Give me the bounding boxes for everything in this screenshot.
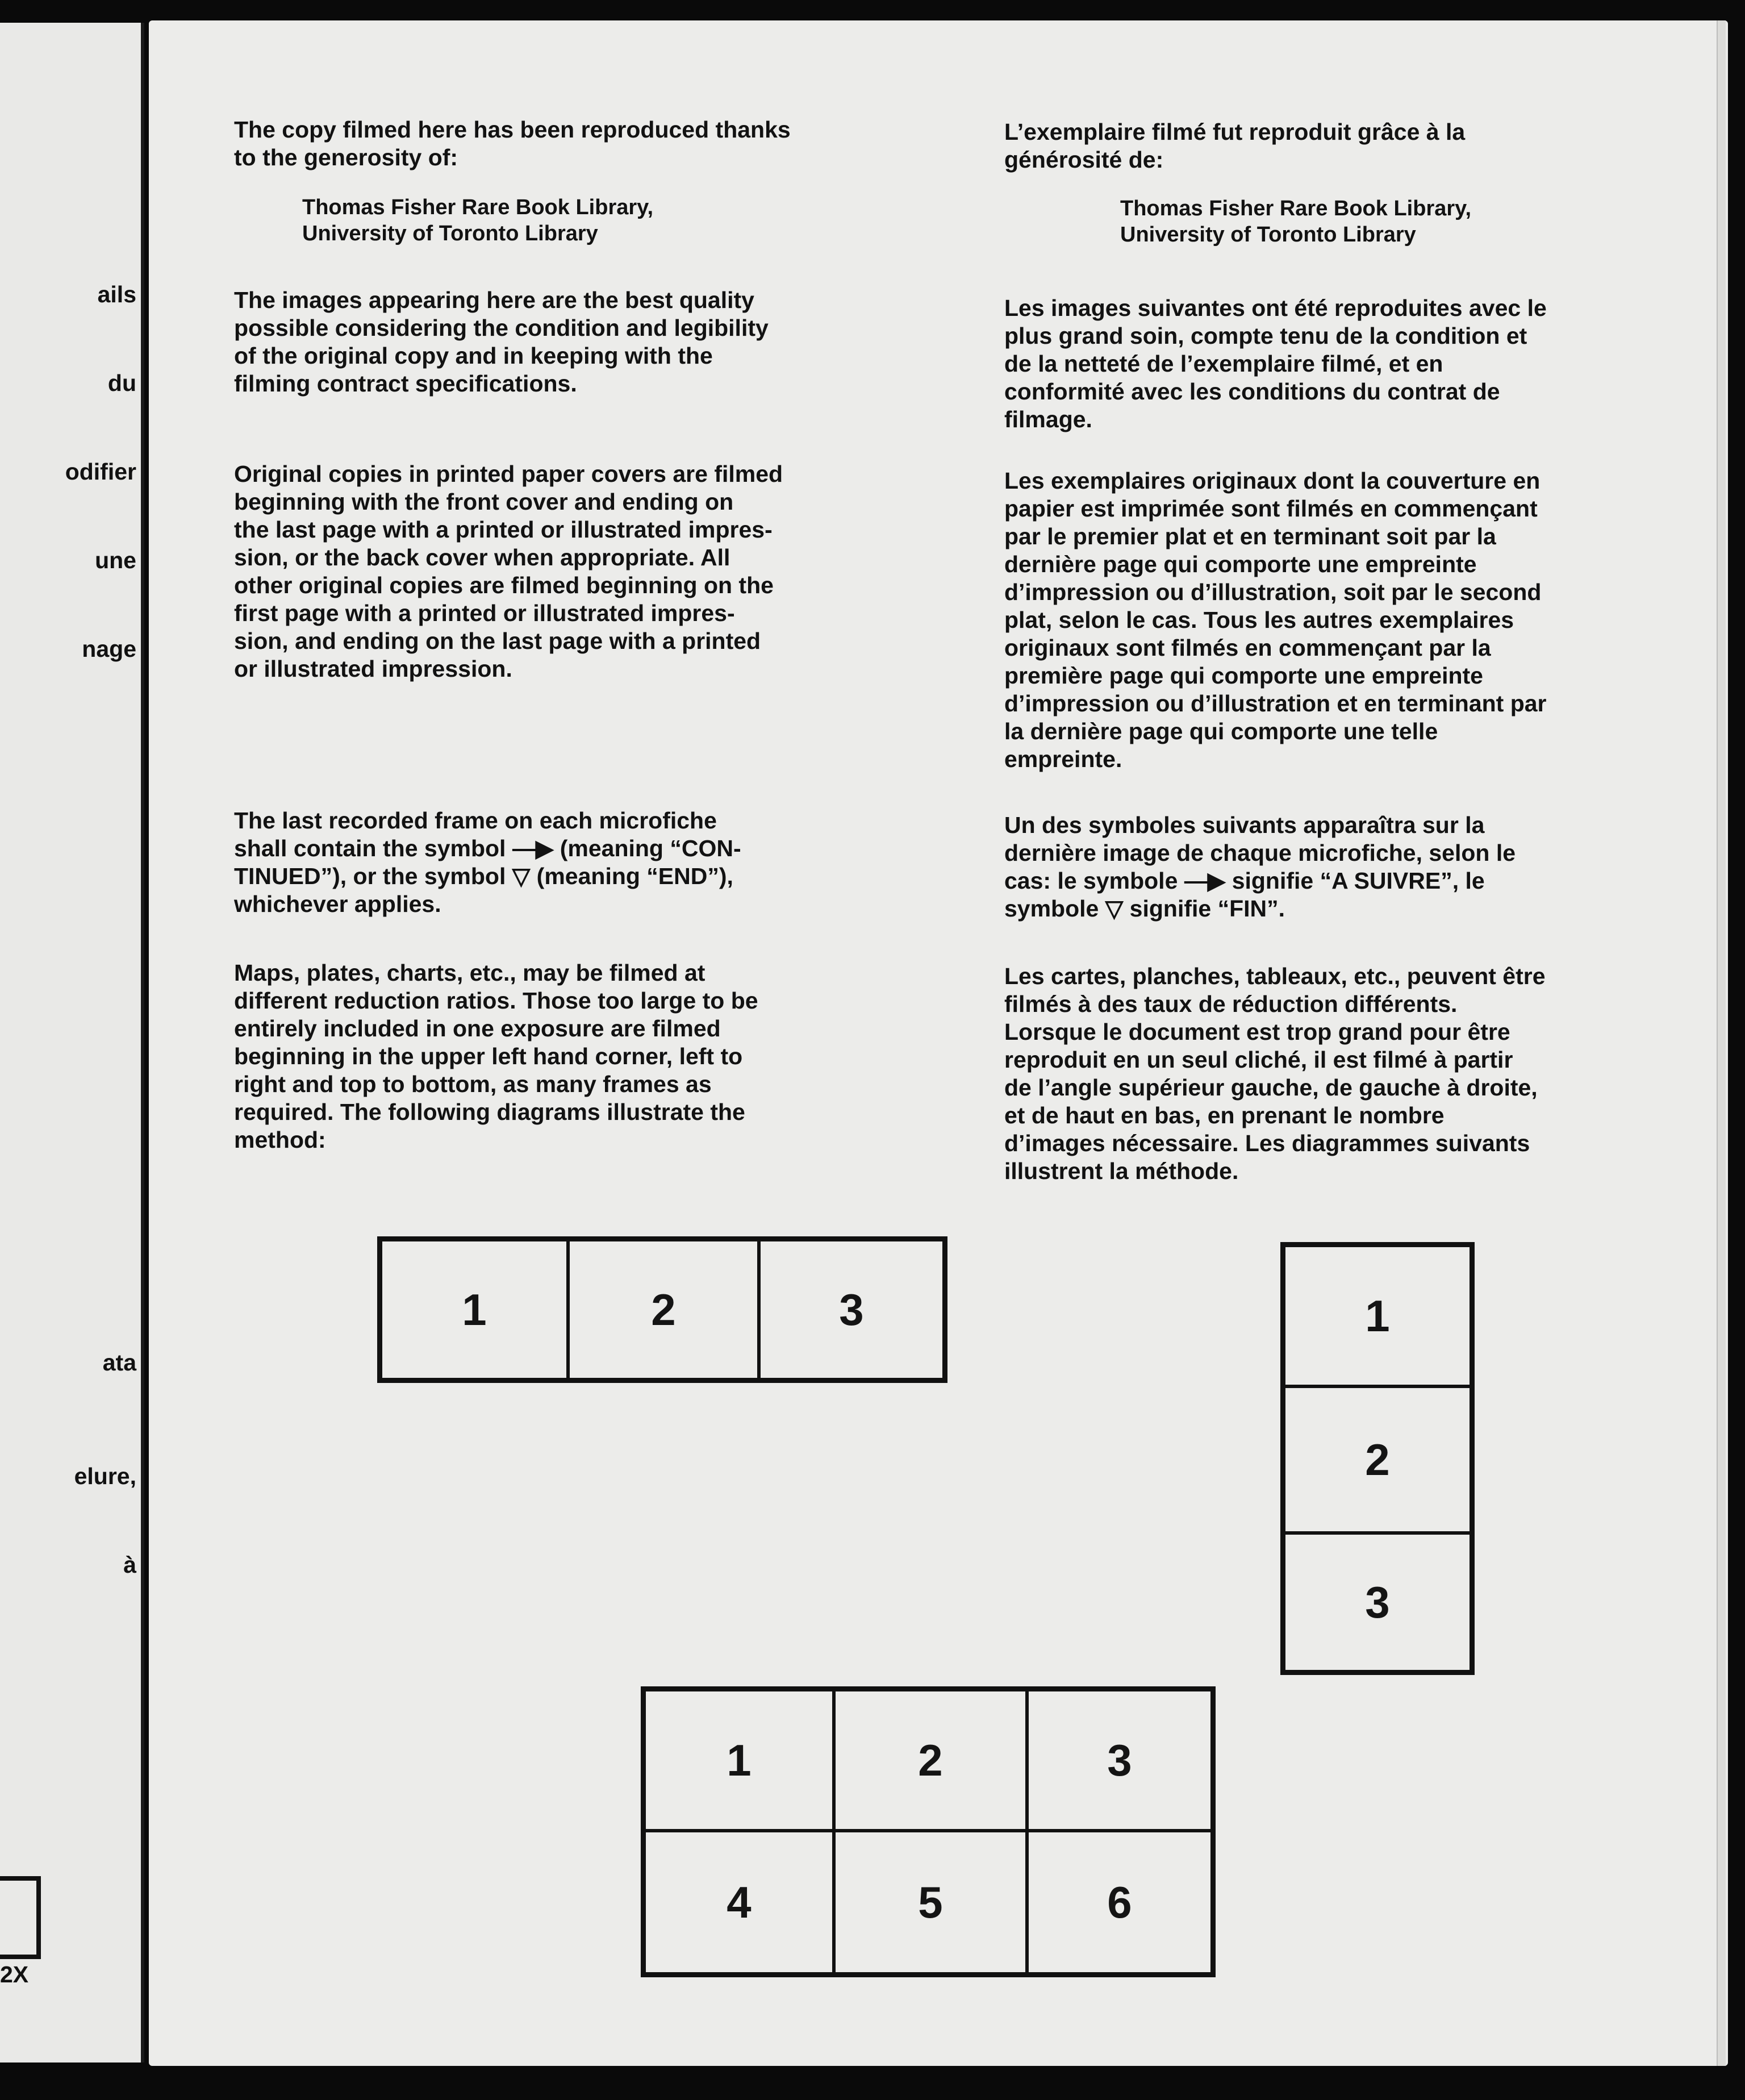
text-line: illustrent la méthode.	[1004, 1158, 1239, 1184]
text-line: Lorsque le document est trop grand pour être	[1004, 1019, 1510, 1045]
text-line: filmage.	[1004, 406, 1092, 432]
text-line: shall contain the symbol —▶ (meaning “CON-	[234, 835, 741, 861]
text-line: symbole ▽ signifie “FIN”.	[1004, 895, 1285, 922]
text-line: entirely included in one exposure are filmed	[234, 1015, 721, 1041]
fragment-line: elure,	[74, 1463, 136, 1489]
page-edge	[1717, 20, 1726, 2066]
english-covers-note	[234, 460, 893, 683]
text-line: Les cartes, planches, tableaux, etc., peuvent être	[1004, 963, 1546, 989]
text-line: beginning in the upper left hand corner, left to	[234, 1043, 743, 1069]
french-maps-note	[1004, 963, 1635, 1185]
previous-page-fragments-top	[65, 220, 136, 723]
text-line: The last recorded frame on each microfiche	[234, 807, 717, 834]
text-line: required. The following diagrams illustrate the	[234, 1099, 745, 1125]
text-line: la dernière page qui comporte une telle	[1004, 718, 1438, 744]
text-line: The images appearing here are the best quality	[234, 287, 754, 313]
french-quality-note	[1004, 294, 1635, 434]
frame-cell: 3	[759, 1240, 944, 1380]
text-line: filming contract specifications.	[234, 370, 577, 397]
text-line: Un des symboles suivants apparaîtra sur la	[1004, 812, 1485, 838]
english-symbols-note	[234, 807, 893, 918]
text-line: L’exemplaire filmé fut reproduit grâce à la	[1004, 119, 1466, 145]
text-line: possible considering the condition and legibility	[234, 315, 769, 341]
frame-cell: 3	[1284, 1533, 1471, 1672]
text-line: University of Toronto Library	[1120, 223, 1416, 247]
text-line: University of Toronto Library	[302, 222, 598, 245]
text-line: et de haut en bas, en prenant le nombre	[1004, 1102, 1445, 1128]
previous-page-scale-label: 2X	[0, 1961, 29, 1988]
text-line: plus grand soin, compte tenu de la condition et	[1004, 323, 1527, 349]
text-line: plat, selon le cas. Tous les autres exemplaires	[1004, 607, 1514, 633]
text-line: TINUED”), or the symbol ▽ (meaning “END”),	[234, 863, 733, 889]
text-line: different reduction ratios. Those too large to be	[234, 988, 758, 1014]
previous-page-box	[0, 1876, 41, 1959]
text-line: originaux sont filmés en commençant par la	[1004, 635, 1491, 661]
text-line: Thomas Fisher Rare Book Library,	[302, 195, 654, 219]
vertical-frame-diagram	[1280, 1242, 1475, 1675]
previous-page-fragments-low	[74, 1402, 136, 1639]
text-line: dernière page qui comporte une empreinte	[1004, 551, 1477, 577]
fragment-line: une	[95, 547, 136, 573]
text-line: d’images nécessaire. Les diagrammes suivants	[1004, 1130, 1530, 1156]
english-maps-note	[234, 959, 893, 1154]
fragment-line: odifier	[65, 459, 136, 485]
text-line: Thomas Fisher Rare Book Library,	[1120, 197, 1472, 220]
text-line: The copy filmed here has been reproduced thanks	[234, 116, 791, 143]
fragment-line: nage	[82, 636, 136, 662]
text-line: first page with a printed or illustrated impres-	[234, 600, 735, 626]
text-line: of the original copy and in keeping with the	[234, 343, 713, 369]
fragment-line: ails	[97, 281, 136, 307]
text-line: d’impression ou d’illustration, soit par le second	[1004, 579, 1542, 605]
frame-cell: 3	[1027, 1690, 1212, 1831]
frame-cell: 6	[1027, 1831, 1212, 1974]
frame-cell: 1	[381, 1240, 568, 1380]
text-line: dernière image de chaque microfiche, selon le	[1004, 840, 1516, 866]
text-line: générosité de:	[1004, 147, 1164, 173]
text-line: papier est imprimée sont filmés en commençant	[1004, 495, 1538, 522]
frame-cell: 2	[568, 1240, 759, 1380]
frame-cell: 1	[644, 1690, 834, 1831]
text-line: empreinte.	[1004, 746, 1122, 772]
text-line: to the generosity of:	[234, 144, 458, 170]
text-line: première page qui comporte une empreinte	[1004, 663, 1483, 689]
text-line: d’impression ou d’illustration et en terminant par	[1004, 690, 1547, 716]
text-line: Les images suivantes ont été reproduites avec le	[1004, 295, 1547, 321]
grid-frame-diagram	[641, 1686, 1216, 1977]
horizontal-frame-diagram	[377, 1236, 947, 1383]
frame-cell: 2	[834, 1690, 1027, 1831]
text-line: cas: le symbole —▶ signifie “A SUIVRE”, le	[1004, 868, 1485, 894]
text-line: other original copies are filmed beginning on the	[234, 572, 774, 598]
text-line: Maps, plates, charts, etc., may be filmed at	[234, 960, 705, 986]
english-source-library	[234, 194, 961, 247]
text-line: de la netteté de l’exemplaire filmé, et en	[1004, 351, 1443, 377]
french-source-library	[1004, 195, 1745, 248]
text-line: whichever applies.	[234, 891, 441, 917]
frame-cell: 4	[644, 1831, 834, 1974]
text-line: right and top to bottom, as many frames as	[234, 1071, 712, 1097]
text-line: conformité avec les conditions du contrat de	[1004, 378, 1500, 405]
frame-cell: 5	[834, 1831, 1027, 1974]
text-line: par le premier plat et en terminant soit par la	[1004, 523, 1496, 549]
previous-page-strip	[0, 23, 144, 2062]
english-acknowledgement	[234, 116, 893, 172]
text-line: Original copies in printed paper covers are filmed	[234, 461, 783, 487]
text-line: de l’angle supérieur gauche, de gauche à droite,	[1004, 1074, 1538, 1101]
french-acknowledgement	[1004, 118, 1635, 174]
text-line: method:	[234, 1127, 326, 1153]
text-line: reproduit en un seul cliché, il est filmé à partir	[1004, 1047, 1513, 1073]
fragment-line: du	[107, 370, 136, 396]
text-line: the last page with a printed or illustrated impres-	[234, 516, 773, 543]
text-line: or illustrated impression.	[234, 656, 512, 682]
fragment-line: à	[123, 1552, 136, 1578]
frame-cell: 2	[1284, 1386, 1471, 1533]
english-quality-note	[234, 286, 893, 398]
text-line: Les exemplaires originaux dont la couverture en	[1004, 468, 1541, 494]
text-line: filmés à des taux de réduction différents.	[1004, 991, 1458, 1017]
french-covers-note	[1004, 467, 1635, 773]
text-line: sion, or the back cover when appropriate. All	[234, 544, 730, 570]
text-line: beginning with the front cover and ending on	[234, 489, 734, 515]
text-line: sion, and ending on the last page with a printed	[234, 628, 761, 654]
frame-cell: 1	[1284, 1245, 1471, 1386]
fragment-line: ata	[102, 1349, 136, 1376]
french-symbols-note	[1004, 811, 1635, 923]
